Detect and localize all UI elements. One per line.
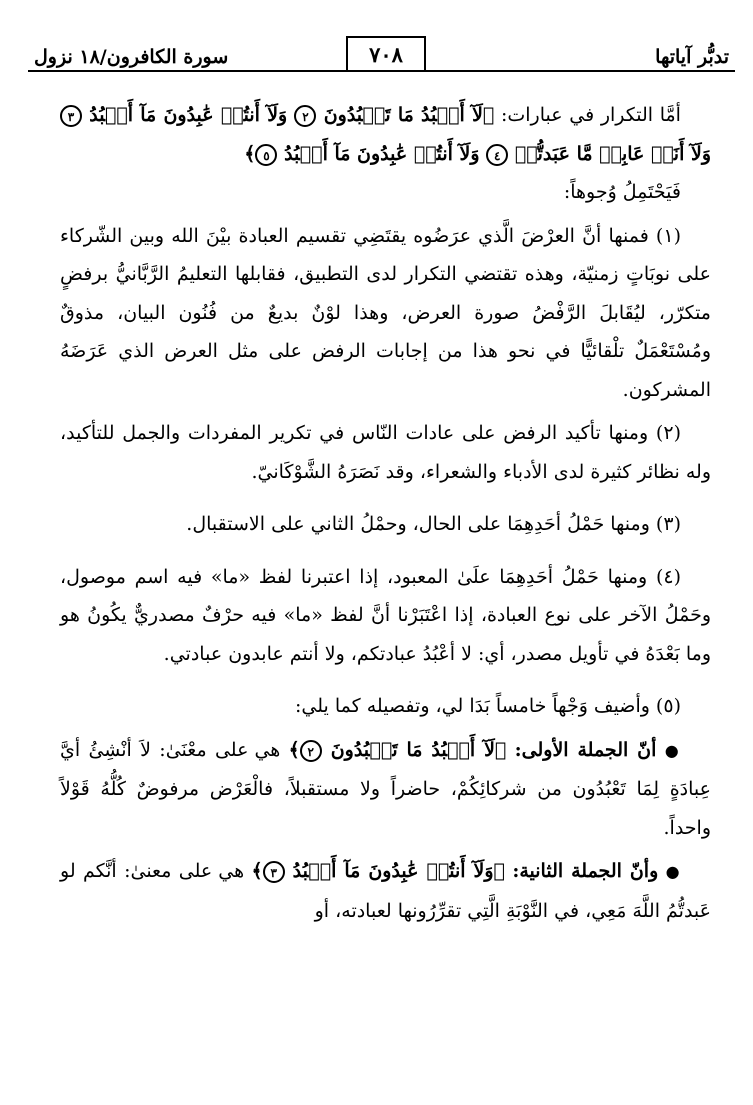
point-2: (٢) ومنها تأكيد الرفض على عادات النّاس في تكرير المفردات والجمل للتأكيد، وله نظائر كثيرة لدى الأدباء والشعراء، وقد نَصَرَهُ الشَّوْكَانيّ.: [60, 422, 711, 483]
quran-quote-2: [252, 860, 505, 882]
sentence-1-text: هي على معْنَىٰ: لاَ أنْشِئُ أيَّ عِبادَةٍ لِمَا تَعْبُدُون من شركائِكُمْ، حاضراً ولا مستقبلاً، فالْعَرْض مرفوضٌ كُلُّهُ قَوْلاً واحداً.: [60, 738, 711, 839]
page-number: ٧٠٨: [346, 36, 426, 72]
close-bracket: ﴾: [251, 860, 263, 882]
ayah-number-icon: ٤: [486, 144, 508, 166]
quran-quote-1: [289, 739, 507, 761]
ayah-number-icon: ٢: [300, 740, 322, 762]
bullet-icon: ●: [665, 862, 681, 881]
quran-quote-1-text: لَآ أَعۡبُدُ مَا تَعۡبُدُونَ: [330, 738, 495, 761]
sentence-1-paragraph: [60, 731, 711, 848]
point-1: (١) فمنها أنَّ العرْضَ الَّذي عرَضُوه يقتَضِي تقسيم العبادة بيْنَ الله وبين الشّركاء على نوبَاتٍ زمنيّة، وهذه تقتضي التكرار لدى التطبيق، فقابلها التعليمُ الرَّبَّانيُّ برفضٍ متكرّر، ليُقَابلَ الرَّفْضُ صورة العرض، وهذا لوْنٌ بديعٌ من فُنُون البيان، مذوقٌ ومُسْتَعْمَلٌ تلْقائيًّا في نحو هذا من إجابات الرفض على مثل العرض الذي عَرَضَهُ المشركون.: [60, 224, 711, 401]
open-bracket: ﴿: [482, 104, 495, 126]
header-rule: [28, 70, 735, 72]
close-bracket: ﴾: [244, 142, 256, 165]
ayah-number-icon: ٥: [255, 144, 277, 166]
page-body: [60, 96, 711, 930]
point-3: (٣) ومنها حَمْلُ أحَدِهِمَا على الحال، وحمْلُ الثاني على الاستقبال.: [186, 513, 681, 535]
ayah-number-icon: ٢: [294, 105, 316, 127]
quran-quote-2-text: وَلَآ أَنتُمۡ عَٰبِدُونَ مَآ أَعۡبُدُ: [292, 860, 494, 882]
quran-part-4: وَلَآ أَنتُمۡ عَٰبِدُونَ مَآ أَعۡبُدُ: [284, 142, 480, 165]
page-header: [28, 36, 735, 80]
point-5: (٥) وأضيف وَجْهاً خامساً بَدَا لي، وتفصيله كما يلي:: [295, 695, 681, 717]
quran-part-3: وَلَآ أَنَا۠ عَابِدٞ مَّا عَبَدتُّمۡ: [514, 142, 711, 165]
sentence-2-text: هي على معنىٰ: أنَّكم لو عَبدتُّمُ اللَّهَ مَعِي، في النَّوْبَةِ الَّتِي تقرِّرُونها لعبادته، أو: [60, 860, 711, 922]
ayah-number-icon: ٣: [263, 861, 285, 883]
bullet-icon: ●: [664, 740, 681, 760]
open-bracket: ﴿: [494, 738, 507, 761]
open-bracket: ﴿: [493, 860, 505, 882]
sentence-2-paragraph: [60, 852, 711, 930]
intro-prefix: أمَّا التكرار في عبارات:: [500, 104, 681, 126]
quran-part-1: لَآ أَعۡبُدُ مَا تَعۡبُدُونَ: [323, 104, 483, 126]
intro-paragraph: [60, 96, 711, 173]
point-4: (٤) ومنها حَمْلُ أحَدِهِمَا علَىٰ المعبود، إذا اعتبرنا لفظ «ما» فيه اسم موصول، وحَمْلُ الآخر على نوع العبادة، إذا اعْتَبَرْنا أنَّ لفظ «ما» فيه حرْفٌ مصدريٌّ يكُونُ هو وما بَعْدَهُ في تأويل مصدر، أي: لا أعْبُدُ عبادتكم، ولا أنتم عابدون عبادتي.: [60, 565, 711, 665]
book-title: تدبُّر آياتها: [655, 46, 729, 68]
quran-part-2: وَلَآ أَنتُمۡ عَٰبِدُونَ مَآ أَعۡبُدُ: [89, 104, 288, 126]
close-bracket: ﴾: [288, 738, 300, 761]
intro-continuation: فَيَحْتَمِلُ وُجوهاً:: [563, 181, 681, 203]
sentence-2-lead: وأنّ الجملة الثانية:: [512, 860, 659, 882]
ayah-number-icon: ٣: [60, 105, 82, 127]
sentence-1-lead: أنّ الجملة الأولى:: [514, 738, 657, 761]
surah-info: سورة الكافرون/١٨ نزول: [34, 46, 229, 68]
